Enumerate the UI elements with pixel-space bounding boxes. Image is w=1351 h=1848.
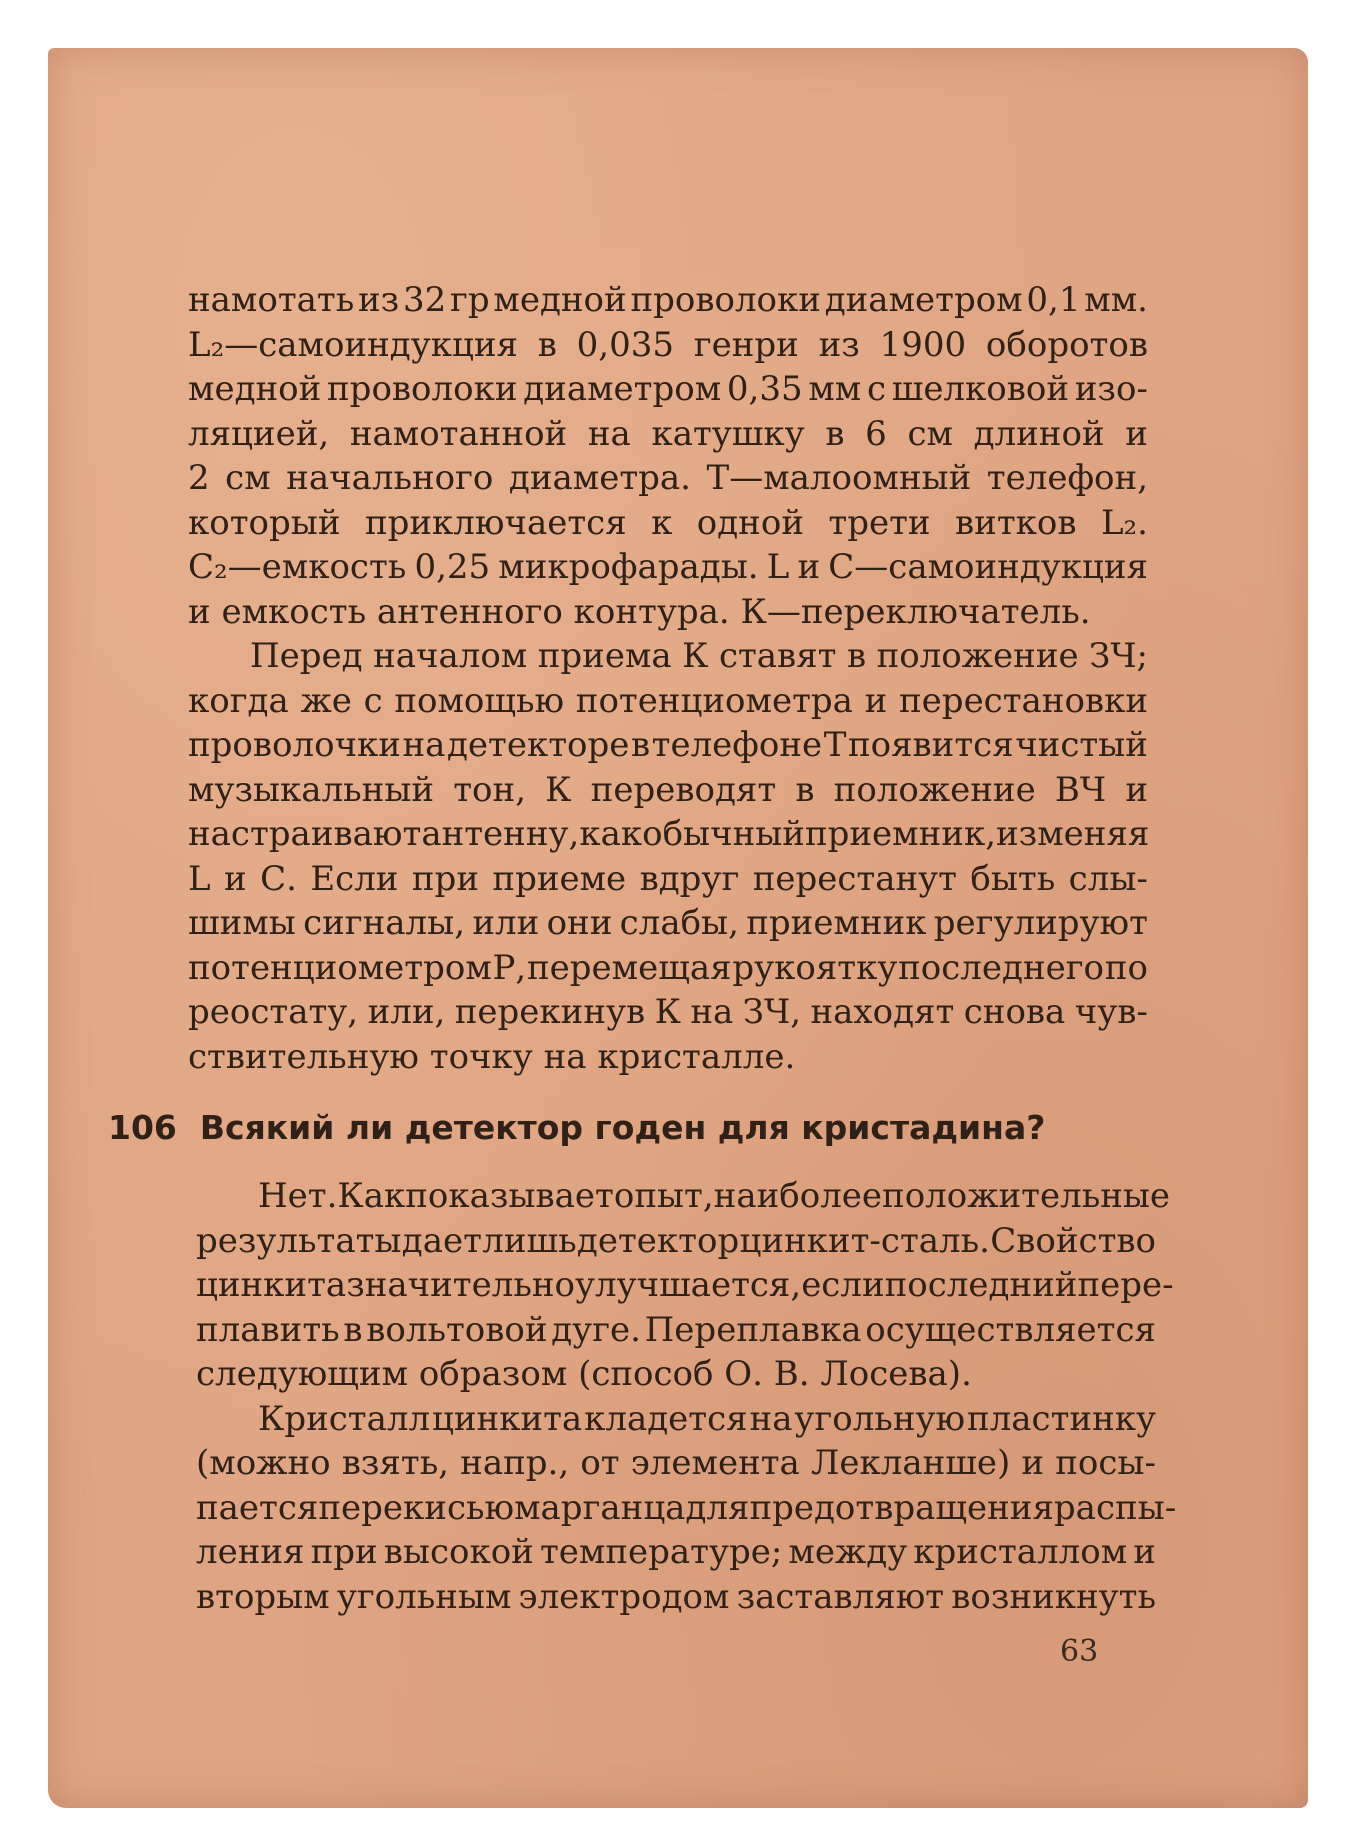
text-line: намотать из 32 гр медной проволоки диаметром 0,1 мм. [188,280,1148,320]
text-line: цинкита значительно улучшается, если последний пере- [196,1265,1174,1305]
answer-text-block [196,1174,1177,1619]
question-title: Всякий ли детектор годен для кристадина? [199,1108,1046,1147]
question-number: 106 [108,1108,177,1147]
text-line: Кристалл цинкита кладется на угольную пластинку [258,1398,1156,1439]
text-line: Перед началом приема К ставят в положение ЗЧ; [250,636,1148,676]
text-line: музыкальный тон, К переводят в положение ВЧ и [188,769,1148,810]
text-line: реостату, или, перекинув К на ЗЧ, находят снова чув- [188,992,1148,1032]
body-text-block [188,278,1148,1079]
text-line: шимы сигналы, или они слабы, приемник регулируют [188,903,1148,943]
text-line: результаты дает лишь детектор цинкит-сталь. Свойство [196,1220,1156,1261]
paper-page [48,48,1308,1808]
text-line: L и С. Если при приеме вдруг перестанут быть слы- [188,858,1148,899]
text-line: когда же с помощью потенциометра и перестановки [188,680,1148,721]
text-line: ствительную точку на кристалле. [188,1036,796,1077]
text-line: ляцией, намотанной на катушку в 6 см длиной и [188,413,1148,454]
text-line: следующим образом (способ О. В. Лосева). [196,1354,972,1394]
text-line: пается перекисью марганца для предотвращения распы- [196,1487,1177,1528]
text-line: Нет. Как показывает опыт, наиболее положительные [258,1176,1171,1216]
text-line: L₂—самоиндукция в 0,035 генри из 1900 оборотов [188,324,1148,365]
text-line: ления при высокой температуре; между кристаллом и [196,1532,1156,1572]
text-line: (можно взять, напр., от элемента Лекланше) и посы- [196,1443,1156,1483]
text-line: плавить в вольтовой дуге. Переплавка осуществляется [196,1309,1156,1350]
text-line: проволочки на детекторе в телефоне Т появится чистый [188,725,1148,765]
text-line: 2 см начального диаметра. Т—малоомный телефон, [188,458,1148,498]
text-line: медной проволоки диаметром 0,35 мм с шелковой изо- [188,369,1148,409]
text-line: потенциометром Р, перемещая рукоятку последнего по [188,947,1148,988]
text-line: который приключается к одной трети витков L₂. [188,502,1148,543]
page-number: 63 [1060,1634,1099,1669]
text-line: вторым угольным электродом заставляют возникнуть [196,1576,1156,1617]
question-heading [108,1108,1045,1147]
text-line: настраивают антенну, как обычный приемник, изменяя [188,814,1150,854]
text-line: C₂—емкость 0,25 микрофарады. L и С—самоиндукция [188,547,1148,587]
text-line: и емкость антенного контура. К—переключатель. [188,591,1091,632]
